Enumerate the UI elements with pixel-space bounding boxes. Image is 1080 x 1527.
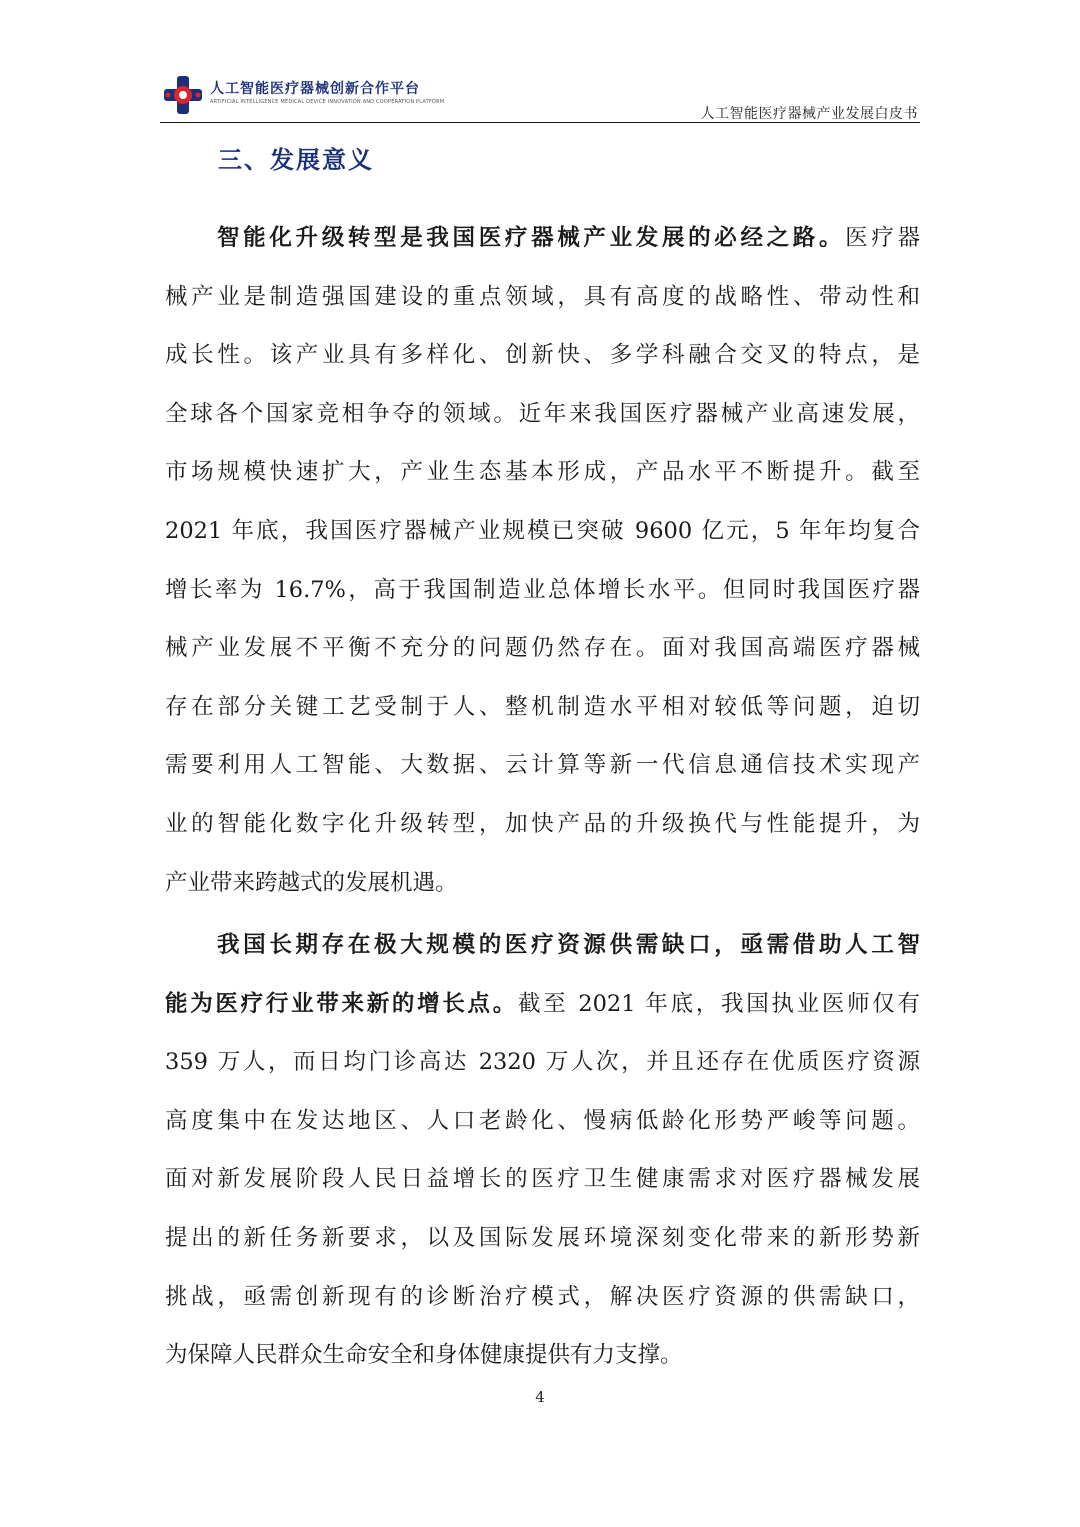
paragraph-line: [165, 443, 920, 502]
body-text: 高度集中在发达地区、人口老龄化、慢病低龄化形势严峻等问题。: [165, 1107, 920, 1134]
body-text: 为保障人民群众生命安全和身体健康提供有力支撑。: [165, 1342, 683, 1369]
bold-lead-text: 我国长期存在极大规模的医疗资源供需缺口，亟需借助人工智: [217, 932, 920, 958]
paragraph-line: [165, 1150, 920, 1209]
body-text: 存在部分关键工艺受制于人、整机制造水平相对较低等问题，迫切: [165, 693, 920, 720]
body-text: 全球各个国家竞相争夺的领域。近年来我国医疗器械产业高速发展，: [165, 400, 920, 427]
paragraph-intelligent-upgrade: [165, 209, 920, 912]
paragraph-line: [165, 326, 920, 385]
paragraph-line: [165, 678, 920, 737]
body-text: 业的智能化数字化升级转型，加快产品的升级换代与性能提升，为: [165, 810, 920, 837]
section-heading: 三、发展意义: [218, 146, 374, 174]
body-text: 市场规模快速扩大，产业生态基本形成，产品水平不断提升。截至: [165, 459, 920, 486]
body-text: 提出的新任务新要求，以及国际发展环境深刻变化带来的新形势新: [165, 1224, 920, 1251]
body-text: 359 万人，而日均门诊高达 2320 万人次，并且还存在优质医疗资源: [165, 1049, 920, 1076]
bold-lead-text: 能为医疗行业带来新的增长点。: [165, 990, 518, 1017]
paragraph-line: [165, 916, 920, 975]
paragraph-line: [165, 854, 920, 913]
page-number: 4: [535, 1388, 545, 1406]
paragraph-line: [165, 1033, 920, 1092]
paragraph-resource-gap: [165, 916, 920, 1385]
body-text: 增长率为 16.7%，高于我国制造业总体增长水平。但同时我国医疗器: [165, 576, 920, 603]
paragraph-line: [165, 561, 920, 620]
body-text: 产业带来跨越式的发展机遇。: [165, 869, 458, 896]
body-text: 面对新发展阶段人民日益增长的医疗卫生健康需求对医疗器械发展: [165, 1166, 920, 1193]
body-text: 2021 年底，我国医疗器械产业规模已突破 9600 亿元，5 年年均复合: [165, 517, 920, 544]
body-text: 成长性。该产业具有多样化、创新快、多学科融合交叉的特点，是: [165, 342, 920, 369]
paragraph-line: [165, 1326, 920, 1385]
paragraph-line: [165, 795, 920, 854]
paragraph-line: [165, 975, 920, 1034]
bold-lead-text: 智能化升级转型是我国医疗器械产业发展的必经之路。: [217, 225, 846, 251]
document-title: 人工智能医疗器械产业发展白皮书: [700, 106, 918, 122]
paragraph-line: [165, 268, 920, 327]
body-text: 截至 2021 年底，我国执业医师仅有: [517, 990, 920, 1017]
page-header: [160, 68, 920, 126]
paragraph-line: [165, 619, 920, 678]
header-divider: [160, 122, 920, 123]
paragraph-line: [165, 385, 920, 444]
body-text: 械产业是制造强国建设的重点领域，具有高度的战略性、带动性和: [165, 283, 920, 310]
paragraph-line: [165, 502, 920, 561]
paragraph-line: [165, 1268, 920, 1327]
platform-logo-icon: [162, 74, 204, 116]
paragraph-line: [165, 1092, 920, 1151]
paragraph-line: [165, 736, 920, 795]
body-text: 挑战，亟需创新现有的诊断治疗模式，解决医疗资源的供需缺口，: [165, 1283, 920, 1310]
org-name: 人工智能医疗器械创新合作平台: [210, 81, 420, 97]
body-text: 需要利用人工智能、大数据、云计算等新一代信息通信技术实现产: [165, 752, 920, 779]
paragraph-line: [165, 209, 920, 268]
body-text: 医疗器: [845, 225, 920, 251]
org-subtitle: ARTIFICIAL INTELLIGENCE MEDICAL DEVICE INNOVATION AND COOPERATION PLATFORM: [210, 99, 445, 105]
paragraph-line: [165, 1209, 920, 1268]
body-text: 械产业发展不平衡不充分的问题仍然存在。面对我国高端医疗器械: [165, 635, 920, 662]
